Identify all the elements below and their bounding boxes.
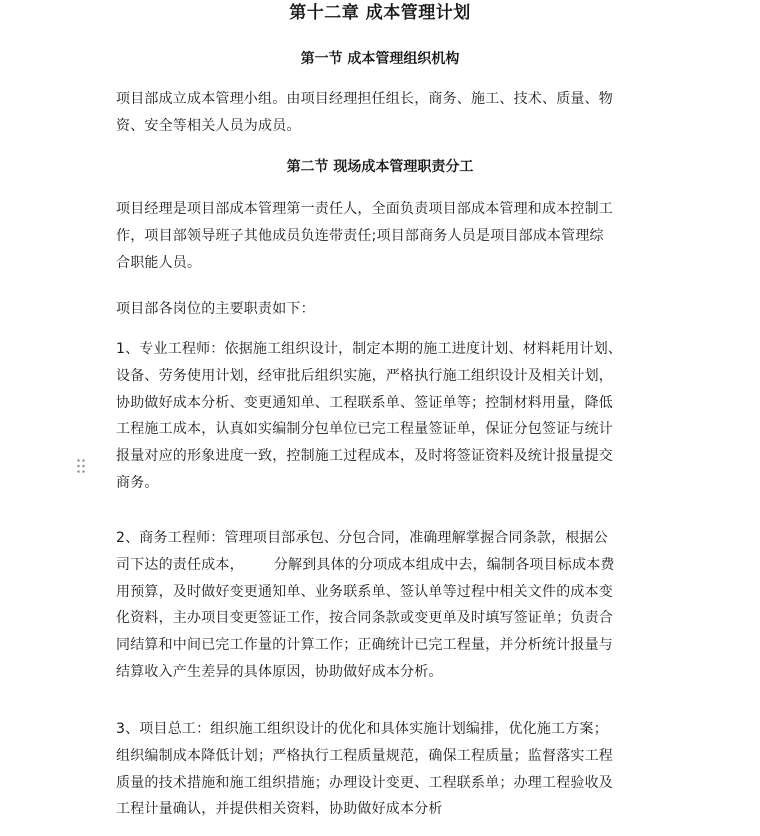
paragraph-line: 1、专业工程师：依据施工组织设计，制定本期的施工进度计划、材料耗用计划、 xyxy=(116,341,623,357)
paragraph-line: 作，项目部领导班子其他成员负连带责任;项目部商务人员是项目部成本管理综 xyxy=(116,227,604,244)
paragraph-line: 组织编制成本降低计划；严格执行工程质量规范，确保工程质量；监督落实工程 xyxy=(116,747,613,764)
paragraph-line: 结算收入产生差异的具体原因，协助做好成本分析。 xyxy=(116,663,443,680)
paragraph-line: 3、项目总工：组织施工组织设计的优化和具体实施计划编排，优化施工方案； xyxy=(116,721,608,737)
paragraph-line: 商务。 xyxy=(116,474,159,491)
line-segment: 司下达的责任成本， xyxy=(116,556,244,573)
paragraph-duty-chief-engineer xyxy=(116,716,656,823)
paragraph-line: 同结算和中间已完工作量的计算工作；正确统计已完工程量，并分析统计报量与 xyxy=(116,637,613,654)
paragraph-line xyxy=(116,552,656,579)
paragraph-line: 工程施工成本，认真如实编制分包单位已完工程量签证单，保证分包签证与统计 xyxy=(116,421,613,438)
drag-dots xyxy=(76,458,86,474)
chapter-title: 第十二章 成本管理计划 xyxy=(289,3,471,23)
paragraph-line: 化资料，主办项目变更签证工作，按合同条款或变更单及时填写签证单；负责合 xyxy=(116,610,613,627)
paragraph-line: 协助做好成本分析、变更通知单、工程联系单、签证单等；控制材料用量，降低 xyxy=(116,394,613,411)
paragraph-line: 用预算，及时做好变更通知单、业务联系单、签认单等过程中相关文件的成本变 xyxy=(116,583,613,600)
paragraph-line: 质量的技术措施和施工组织措施；办理设计变更、工程联系单；办理工程验收及 xyxy=(116,774,613,791)
paragraph-line: 资、安全等相关人员为成员。 xyxy=(116,117,301,134)
paragraph-line: 报量对应的形象进度一致，控制施工过程成本，及时将签证资料及统计报量提交 xyxy=(116,448,613,465)
paragraph-duty-commercial xyxy=(116,525,656,686)
drag-handle-icon[interactable] xyxy=(76,458,86,474)
line-segment: 分解到具体的分项成本组成中去，编制各项目标成本费 xyxy=(273,556,615,573)
paragraph-pm-responsibility xyxy=(116,196,656,276)
paragraph-team xyxy=(116,86,656,140)
paragraph-line: 项目部成立成本管理小组。由项目经理担任组长，商务、施工、技术、质量、物 xyxy=(116,91,613,107)
section-title-1: 第一节 成本管理组织机构 xyxy=(300,51,460,67)
paragraph-line: 设备、劳务使用计划，经审批后组织实施，严格执行施工组织设计及相关计划， xyxy=(116,367,613,384)
paragraph-duty-engineer xyxy=(116,336,656,497)
paragraph-line: 工程计量确认，并提供相关资料，协助做好成本分析 xyxy=(116,801,443,818)
paragraph-duties-intro xyxy=(116,296,656,323)
paragraph-line: 项目经理是项目部成本管理第一责任人，全面负责项目部成本管理和成本控制工 xyxy=(116,201,613,217)
paragraph-line: 2、商务工程师：管理项目部承包、分包合同，准确理解掌握合同条款，根据公 xyxy=(116,530,608,546)
paragraph-line: 项目部各岗位的主要职责如下： xyxy=(116,301,315,317)
section-title-2: 第二节 现场成本管理职责分工 xyxy=(286,159,474,175)
paragraph-line: 合职能人员。 xyxy=(116,254,202,271)
